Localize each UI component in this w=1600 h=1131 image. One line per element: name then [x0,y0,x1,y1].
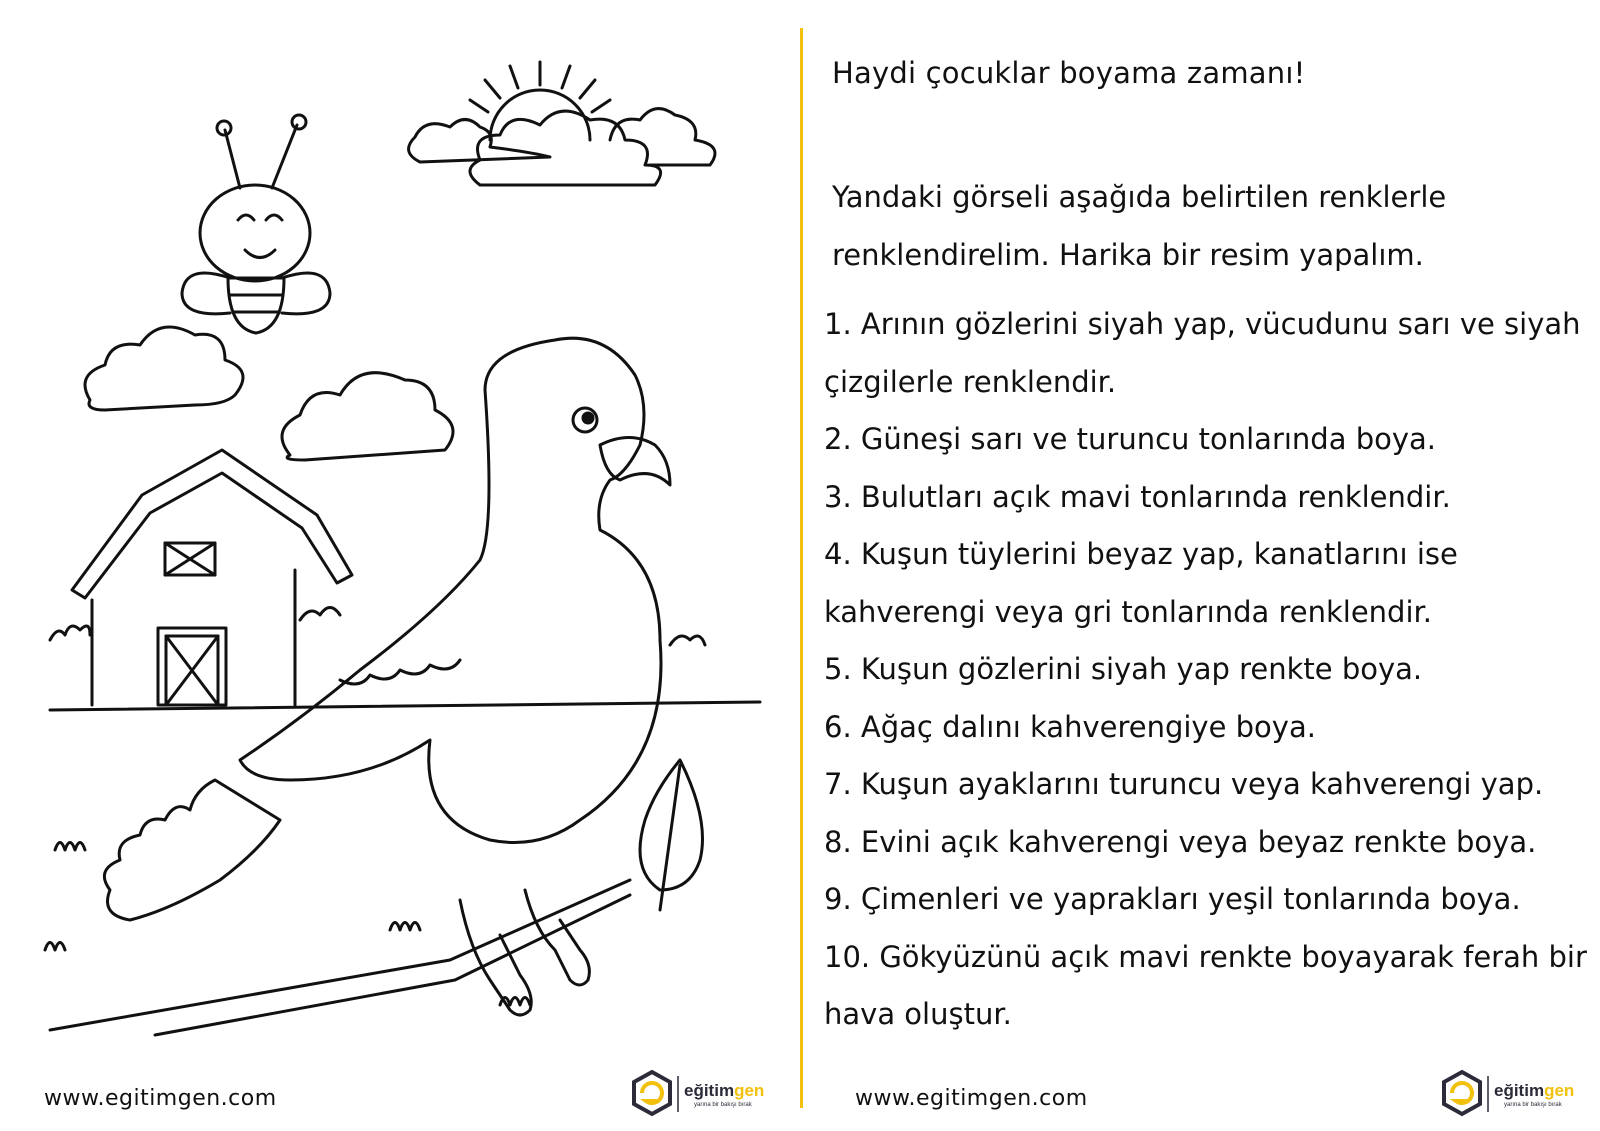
bush-drawing [300,608,340,621]
coloring-steps-list [824,296,1594,1044]
grass-drawing [390,923,420,931]
footer-url-right[interactable]: www.egitimgen.com [855,1086,1088,1111]
footer-url-left[interactable]: www.egitimgen.com [44,1086,277,1111]
step-item: 3. Bulutları açık mavi tonlarında renklendir. [824,479,1451,514]
svg-text:eğitimgen: eğitimgen [684,1081,765,1100]
svg-text:eğitimgen: eğitimgen [1494,1081,1575,1100]
intro-text: Yandaki görseli aşağıda belirtilen renklerle renklendirelim. Harika bir resim yapalım. [832,180,1447,272]
grass-drawing [55,843,85,851]
intro-heading: Haydi çocuklar boyama zamanı! [832,56,1306,90]
step-item: 2. Güneşi sarı ve turuncu tonlarında boya. [824,422,1437,456]
logo-hexagon-icon [1444,1072,1480,1114]
step-item: 10. Gökyüzünü açık mavi renkte boyayarak ferah bir hava oluştur. [824,939,1587,1031]
step-item: 1. Arının gözlerini siyah yap, vücudunu sarı ve siyah çizgilerle renklendir. [824,307,1581,399]
barn-drawing [72,450,352,705]
instructions-panel [820,0,1590,1131]
step-item: 6. Ağaç dalını kahverengiye boya. [824,709,1316,744]
step-item: 5. Kuşun gözlerini siyah yap renkte boya. [824,652,1423,686]
page-divider [800,28,803,1108]
logo-hexagon-icon [634,1072,670,1114]
branch-drawing [50,880,630,1030]
step-item: 9. Çimenleri ve yaprakları yeşil tonlarında boya. [824,882,1521,916]
svg-text:yarına bir bakışı bırak: yarına bir bakışı bırak [694,1102,752,1108]
bee-drawing [182,115,330,333]
step-item: 4. Kuşun tüylerini beyaz yap, kanatlarını ise kahverengi veya gri tonlarında renklendir. [824,537,1458,629]
cloud-drawing [85,327,243,410]
sun-drawing [470,62,610,140]
grass-drawing [45,943,65,951]
step-item: 7. Kuşun ayaklarını turuncu veya kahverengi yap. [824,767,1544,801]
bush-drawing [670,636,705,645]
branch-drawing [155,895,630,1035]
egitimgen-logo-right [1440,1068,1580,1120]
bush-drawing [50,626,90,640]
coloring-illustration [40,50,780,1050]
step-item: 8. Evini açık kahverengi veya beyaz renkte boya. [824,824,1537,859]
cloud-drawing [282,373,453,460]
svg-text:yarına bir bakışı bırak: yarına bir bakışı bırak [1504,1102,1562,1108]
egitimgen-logo-left [630,1068,770,1120]
